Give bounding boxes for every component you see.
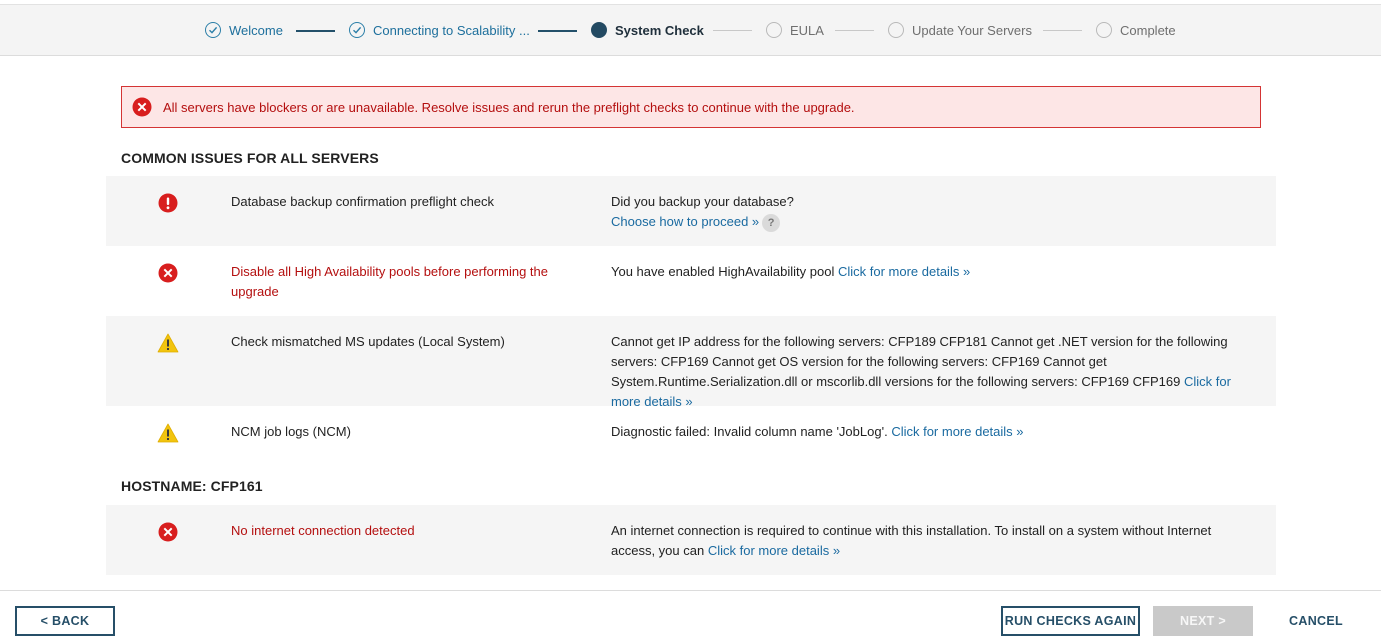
step-connector [835, 30, 874, 31]
blockers-alert [121, 86, 1261, 128]
alert-message: All servers have blockers or are unavailable. Resolve issues and rerun the preflight checks to continue with the upgrade. [163, 99, 855, 115]
exclamation-circle-icon [157, 192, 179, 214]
run-checks-again-button[interactable]: RUN CHECKS AGAIN [1001, 606, 1140, 636]
issue-description-text: An internet connection is required to continue with this installation. To install on a system without Internet access, you can [611, 523, 1212, 558]
issue-description [611, 192, 1251, 232]
wizard-step-label: Connecting to Scalability ... [373, 22, 530, 38]
issue-row [106, 176, 1276, 246]
wizard-step-update-servers[interactable] [888, 5, 1032, 55]
issue-description [611, 332, 1251, 412]
warning-triangle-icon [157, 422, 179, 444]
help-icon[interactable]: ? [762, 214, 780, 232]
wizard-step-complete[interactable] [1096, 5, 1176, 55]
more-details-link[interactable]: Click for more details » [837, 264, 971, 279]
issue-check-name: Database backup confirmation preflight check [231, 194, 495, 209]
issue-check-name: Disable all High Availability pools before performing the upgrade [231, 264, 548, 299]
section-title-common: COMMON ISSUES FOR ALL SERVERS [121, 150, 379, 166]
wizard-step-welcome[interactable] [205, 5, 283, 55]
issue-description-text: You have enabled HighAvailability pool [611, 264, 835, 279]
section-title-hostname: HOSTNAME: CFP161 [121, 478, 263, 494]
more-details-link[interactable]: Click for more details » [707, 543, 841, 558]
issue-description-text: Did you backup your database? [611, 194, 794, 209]
wizard-step-label: EULA [790, 22, 824, 38]
check-circle-icon [349, 22, 365, 38]
issue-row [106, 505, 1276, 575]
issue-row [106, 246, 1276, 316]
wizard-footer [0, 590, 1381, 638]
next-button[interactable]: NEXT > [1153, 606, 1253, 636]
step-connector [538, 30, 577, 32]
issue-description [611, 521, 1251, 561]
wizard-step-eula[interactable] [766, 5, 824, 55]
choose-how-to-proceed-link[interactable]: Choose how to proceed » [611, 214, 760, 229]
cancel-button[interactable]: CANCEL [1289, 614, 1343, 628]
issue-description [611, 262, 1251, 282]
issue-description [611, 422, 1251, 442]
error-circle-icon [132, 97, 152, 117]
back-button[interactable]: < BACK [15, 606, 115, 636]
wizard-progress-bar [0, 4, 1381, 56]
error-circle-icon [157, 521, 179, 543]
active-step-icon [591, 22, 607, 38]
issue-row [106, 316, 1276, 409]
wizard-step-connecting[interactable] [349, 5, 530, 55]
error-circle-icon [157, 262, 179, 284]
empty-circle-icon [888, 22, 904, 38]
wizard-step-label: Welcome [229, 22, 283, 38]
issue-description-text: Cannot get IP address for the following servers: CFP189 CFP181 Cannot get .NET version for the following servers: CFP169 Cannot get OS version for the following servers: CFP169 Cannot get System.Runtime.Serialization.dll or mscorlib.dll versions for the following servers: CFP169 CFP169 [611, 334, 1228, 389]
step-connector [1043, 30, 1082, 31]
wizard-step-label: Complete [1120, 22, 1176, 38]
empty-circle-icon [766, 22, 782, 38]
issue-check-name: Check mismatched MS updates (Local System) [231, 334, 505, 349]
more-details-link[interactable]: Click for more details » [891, 424, 1024, 439]
issue-check-name: No internet connection detected [231, 523, 415, 538]
issue-row [106, 406, 1276, 470]
empty-circle-icon [1096, 22, 1112, 38]
step-connector [713, 30, 752, 31]
issue-check-name: NCM job logs (NCM) [231, 424, 351, 439]
step-connector [296, 30, 335, 32]
more-details-link[interactable]: Click for more details » [611, 374, 1231, 409]
check-circle-icon [205, 22, 221, 38]
wizard-step-label: System Check [615, 22, 704, 38]
wizard-step-system-check[interactable] [591, 5, 704, 55]
issue-description-text: Diagnostic failed: Invalid column name 'JobLog'. [611, 424, 888, 439]
wizard-step-label: Update Your Servers [912, 22, 1032, 38]
warning-triangle-icon [157, 332, 179, 354]
